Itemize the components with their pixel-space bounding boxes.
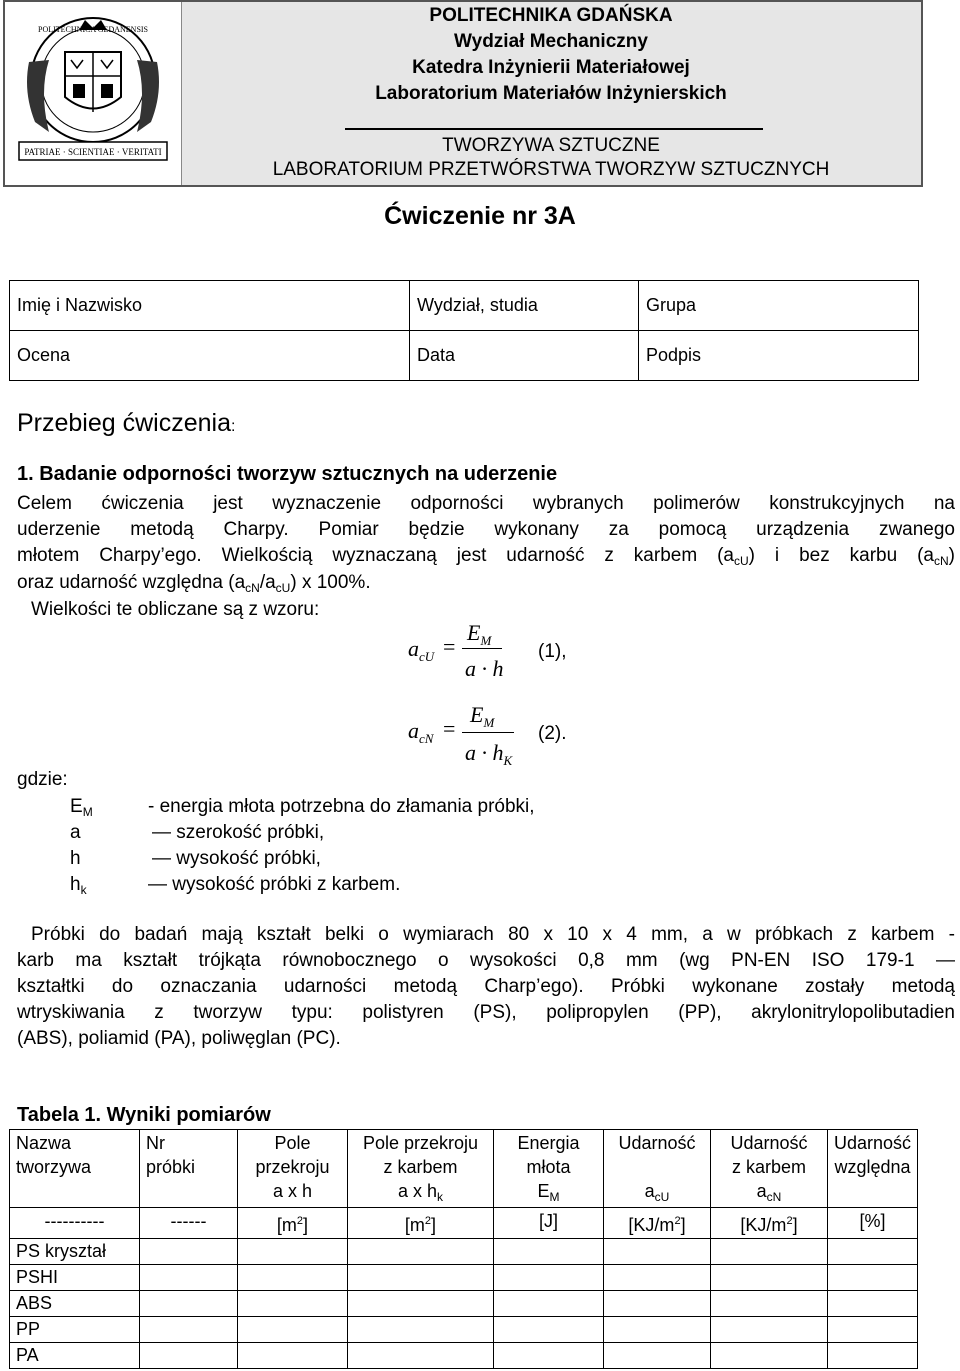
data-cell[interactable] [604, 1265, 711, 1291]
unit-cell: $[KJ/m^2]$ [604, 1208, 711, 1239]
data-cell[interactable] [348, 1343, 494, 1369]
formula-numerator: $E_M$ [467, 620, 492, 648]
table-title: Tabela 1. Wyniki pomiarów [17, 1104, 271, 1126]
header-hammer-energy: Energia młota $E_M$ [494, 1130, 604, 1208]
data-cell[interactable] [140, 1265, 238, 1291]
paragraph-line: kształtki do oznaczania udarności metodą Charp’ego). Próbki wykonane zostały metodą [17, 976, 955, 997]
intro-line: młotem Charpy’ego. Wielkością wyznaczaną jest udarność z karbem $(a_{cU})$ i bez karbu $(a_{cN})$ [17, 545, 955, 568]
data-cell[interactable] [828, 1239, 918, 1265]
data-cell[interactable] [348, 1291, 494, 1317]
header-impact-strength: Udarność $a_{cU}$ [604, 1130, 711, 1208]
faculty-field[interactable]: Wydział, studia [410, 281, 639, 331]
header-cross-section: Pole przekroju a x h [238, 1130, 348, 1208]
data-cell[interactable] [348, 1317, 494, 1343]
signature-field[interactable]: Podpis [639, 331, 919, 381]
formula-denominator: $a \cdot h_K$ [465, 740, 513, 768]
table-row [10, 1317, 918, 1343]
material-cell: PS kryształ [10, 1239, 140, 1265]
grade-field[interactable]: Ocena [10, 331, 410, 381]
header-notched-cross-section: Pole przekroju z karbem a x $h_k$ [348, 1130, 494, 1208]
document-header [3, 0, 923, 187]
legend-list [70, 794, 670, 898]
data-cell[interactable] [140, 1239, 238, 1265]
student-info-table [9, 280, 919, 381]
data-cell[interactable] [494, 1317, 604, 1343]
unit-cell: ------ [140, 1208, 238, 1239]
material-cell: PP [10, 1317, 140, 1343]
data-cell[interactable] [494, 1265, 604, 1291]
laboratory-name: Laboratorium Materiałów Inżynierskich [375, 83, 727, 104]
data-cell[interactable] [828, 1265, 918, 1291]
data-cell[interactable] [711, 1317, 828, 1343]
paragraph-line: wtryskiwania z tworzyw typu: polistyren (PS), polipropylen (PP), akrylonitrylopolibutadien [17, 1002, 955, 1023]
data-cell[interactable] [604, 1317, 711, 1343]
intro-paragraph [17, 491, 955, 623]
material-cell: PSHI [10, 1265, 140, 1291]
unit-cell: $[m^2]$ [238, 1208, 348, 1239]
table-row [10, 331, 919, 381]
data-cell[interactable] [494, 1343, 604, 1369]
data-cell[interactable] [828, 1317, 918, 1343]
unit-cell: $[m^2]$ [348, 1208, 494, 1239]
header-notched-impact-strength: Udarność z karbem $a_{cN}$ [711, 1130, 828, 1208]
data-cell[interactable] [711, 1265, 828, 1291]
unit-cell: $[KJ/m^2]$ [711, 1208, 828, 1239]
equals-sign: = [443, 716, 456, 741]
formula-label: (1), [538, 641, 567, 662]
material-cell: ABS [10, 1291, 140, 1317]
intro-line: Celem ćwiczenia jest wyznaczenie odporności wybranych polimerów konstrukcyjnych na [17, 493, 955, 514]
table-row [10, 1343, 918, 1369]
heading-impact-test: 1. Badanie odporności tworzyw sztucznych na uderzenie [17, 463, 558, 485]
department-name: Katedra Inżynierii Materiałowej [412, 57, 690, 78]
intro-line: uderzenie metodą Charpy. Pomiar będzie wykonany za pomocą urządzenia zwanego [17, 519, 955, 540]
data-cell[interactable] [604, 1291, 711, 1317]
legend-item: $h_k$ — wysokość próbki z karbem. [70, 874, 401, 897]
data-cell[interactable] [238, 1343, 348, 1369]
exercise-title: Ćwiczenie nr 3A [384, 202, 576, 230]
paragraph-line: Próbki do badań mają kształt belki o wymiarach 80 x 10 x 4 mm, a w próbkach z karbem - [31, 924, 955, 945]
data-cell[interactable] [711, 1239, 828, 1265]
legend-item: a — szerokość próbki, [70, 822, 325, 843]
intro-line: oraz udarność względna $(a_{cN}/a_{cU})$ x 100%. [17, 572, 371, 595]
unit-cell: ---------- [10, 1208, 140, 1239]
university-name: POLITECHNIKA GDAŃSKA [429, 5, 673, 26]
data-cell[interactable] [238, 1291, 348, 1317]
paragraph-line: karb ma kształt trójkąta równobocznego o wysokości 0,8 mm (wg PN-EN ISO 179-1 — [17, 950, 955, 971]
svg-text:PATRIAE · SCIENTIAE · VERITATI: PATRIAE · SCIENTIAE · VERITATI [24, 147, 162, 157]
group-field[interactable]: Grupa [639, 281, 919, 331]
data-cell[interactable] [494, 1291, 604, 1317]
data-cell[interactable] [604, 1343, 711, 1369]
table-header-row [10, 1130, 918, 1208]
university-logo [5, 2, 182, 185]
svg-text:POLITECHNICA GEDANENSIS: POLITECHNICA GEDANENSIS [38, 25, 148, 34]
section-title: Przebieg ćwiczenia: [17, 409, 236, 437]
fraction-line [462, 648, 502, 649]
header-sample-no: Nr próbki [140, 1130, 238, 1208]
units-row [10, 1208, 918, 1239]
data-cell[interactable] [711, 1291, 828, 1317]
formula-lhs: $a_{cN}$ [408, 718, 434, 746]
data-cell[interactable] [238, 1239, 348, 1265]
data-cell[interactable] [604, 1239, 711, 1265]
results-table [9, 1129, 918, 1369]
legend-item: $E_M$ - energia młota potrzebna do złamania próbki, [70, 796, 535, 819]
data-cell[interactable] [348, 1239, 494, 1265]
formula-numerator: $E_M$ [470, 702, 495, 730]
formula-label: (2). [538, 723, 567, 744]
paragraph-line: (ABS), poliamid (PA), poliwęglan (PC). [17, 1028, 341, 1049]
header-divider [345, 128, 763, 130]
samples-paragraph [17, 922, 955, 1052]
legend-item: h — wysokość próbki, [70, 848, 321, 869]
unit-cell: [J] [494, 1208, 604, 1239]
lab-name: LABORATORIUM PRZETWÓRSTWA TWORZYW SZTUCZNYCH [272, 159, 830, 180]
date-field[interactable]: Data [410, 331, 639, 381]
formula-denominator: a · h [465, 656, 504, 681]
data-cell[interactable] [140, 1343, 238, 1369]
data-cell[interactable] [828, 1291, 918, 1317]
header-material: Nazwa tworzywa [10, 1130, 140, 1208]
data-cell[interactable] [348, 1265, 494, 1291]
table-row [10, 1265, 918, 1291]
material-cell: PA [10, 1343, 140, 1369]
data-cell[interactable] [711, 1343, 828, 1369]
unit-cell: [%] [828, 1208, 918, 1239]
data-cell[interactable] [828, 1343, 918, 1369]
course-name: TWORZYWA SZTUCZNE [442, 135, 660, 156]
table-row [10, 1239, 918, 1265]
data-cell[interactable] [140, 1317, 238, 1343]
fraction-line [462, 732, 514, 733]
equals-sign: = [443, 634, 456, 659]
faculty-name: Wydział Mechaniczny [454, 31, 648, 52]
data-cell[interactable] [494, 1239, 604, 1265]
table-row [10, 1291, 918, 1317]
data-cell[interactable] [140, 1291, 238, 1317]
data-cell[interactable] [238, 1265, 348, 1291]
intro-line: Wielkości te obliczane są z wzoru: [31, 599, 320, 620]
table-row [10, 281, 919, 331]
name-field[interactable]: Imię i Nazwisko [10, 281, 410, 331]
header-relative-impact-strength: Udarność względna [828, 1130, 918, 1208]
data-cell[interactable] [238, 1317, 348, 1343]
formula-lhs: $a_{cU}$ [408, 636, 435, 664]
legend-label: gdzie: [17, 769, 68, 790]
